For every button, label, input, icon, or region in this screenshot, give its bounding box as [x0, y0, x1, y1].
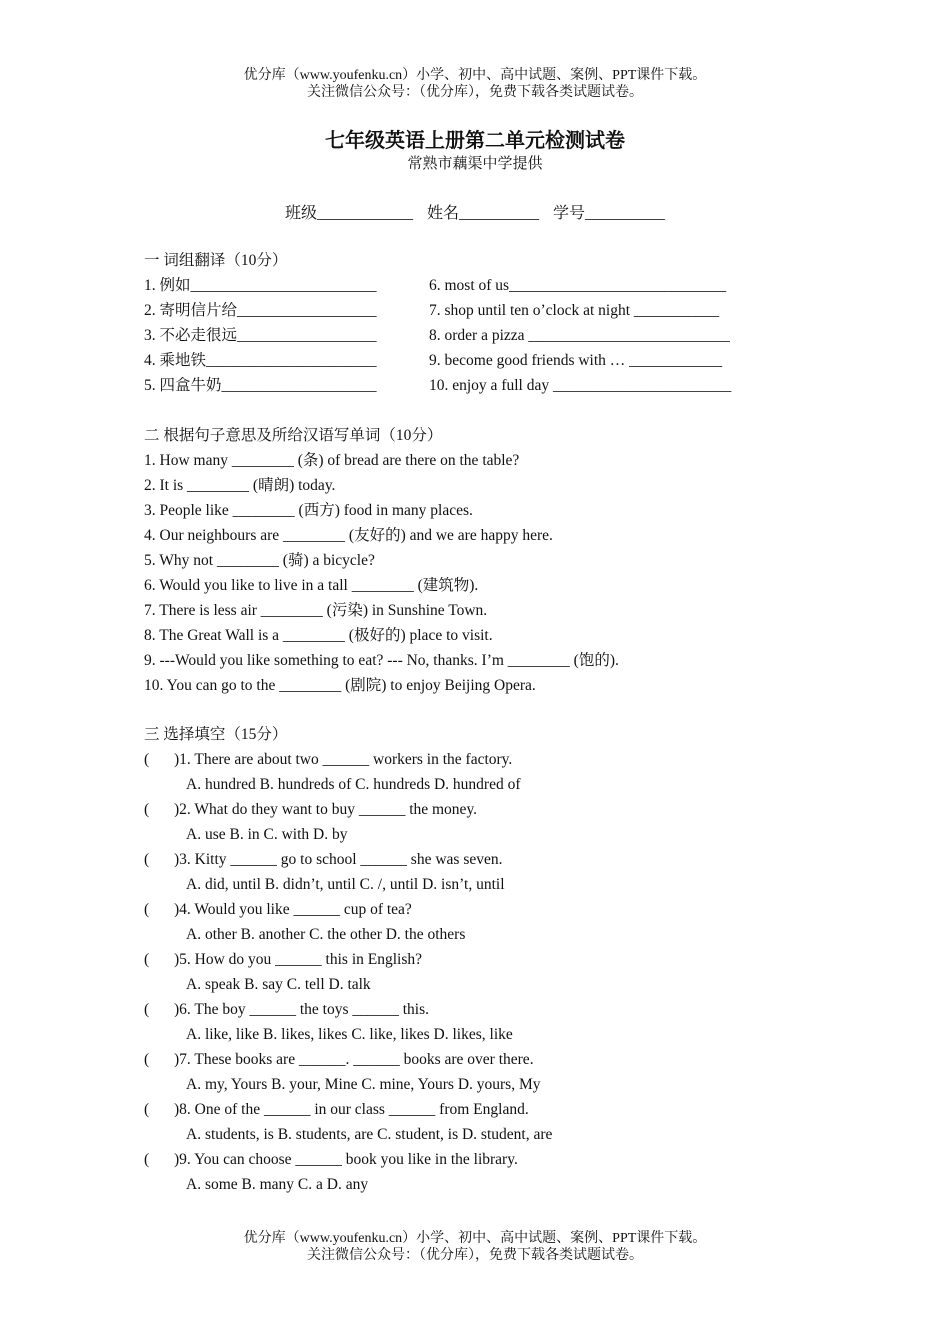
- fill-in-item: 10. You can go to the ________ (剧院) to enjoy Beijing Opera.: [144, 676, 536, 694]
- phrase-right: 6. most of us____________________________: [429, 277, 727, 294]
- mc-question: [144, 1047, 844, 1072]
- phrase-row: [144, 323, 844, 348]
- phrase-left: 4. 乘地铁______________________: [144, 352, 377, 369]
- phrase-left: 2. 寄明信片给__________________: [144, 302, 377, 319]
- mc-options: A. students, is B. students, are C. student, is D. student, are: [186, 1126, 553, 1143]
- fill-in-item: 5. Why not ________ (骑) a bicycle?: [144, 551, 375, 569]
- answer-paren: (: [144, 1051, 150, 1068]
- mc-question: [144, 797, 844, 822]
- section-spacer: [144, 698, 844, 723]
- footer-line-2: 关注微信公众号：（优分库），免费下载各类试题试卷。: [307, 1248, 643, 1263]
- mc-options: A. my, Yours B. your, Mine C. mine, Yours D. yours, My: [186, 1076, 541, 1093]
- mc-question: [144, 1097, 844, 1122]
- question-text: )6. The boy ______ the toys ______ this.: [174, 1001, 430, 1018]
- mc-options: A. use B. in C. with D. by: [186, 826, 348, 843]
- phrase-row: [144, 298, 844, 323]
- mc-question: [144, 997, 844, 1022]
- exam-content: [144, 248, 844, 1197]
- fill-in-item: 7. There is less air ________ (污染) in Sunshine Town.: [144, 601, 488, 619]
- question-text: )1. There are about two ______ workers in the factory.: [174, 751, 513, 768]
- header-line-1: 优分库（www.youfenku.cn）小学、初中、高中试题、案例、PPT课件下载。: [243, 68, 707, 83]
- answer-paren: (: [144, 1001, 150, 1018]
- fill-in-item: 3. People like ________ (西方) food in many places.: [144, 501, 473, 519]
- phrase-row: [144, 373, 844, 398]
- footer-line-1: 优分库（www.youfenku.cn）小学、初中、高中试题、案例、PPT课件下载。: [243, 1231, 707, 1246]
- phrase-left: 5. 四盒牛奶____________________: [144, 377, 377, 394]
- mc-question: [144, 847, 844, 872]
- student-info-line: 班级____________ 姓名__________ 学号__________: [284, 205, 665, 222]
- fill-in-item: 1. How many ________ (条) of bread are there on the table?: [144, 451, 520, 469]
- answer-paren: (: [144, 801, 150, 818]
- question-text: )4. Would you like ______ cup of tea?: [174, 901, 412, 918]
- page-footer: [0, 1230, 950, 1264]
- page-subtitle: 常熟市藕渠中学提供: [407, 156, 543, 172]
- answer-paren: (: [144, 951, 150, 968]
- question-text: )2. What do they want to buy ______ the money.: [174, 801, 478, 818]
- fill-in-item: 8. The Great Wall is a ________ (极好的) place to visit.: [144, 626, 493, 644]
- phrase-right: 10. enjoy a full day _______________________: [429, 377, 732, 394]
- phrase-left: 3. 不必走很远__________________: [144, 327, 377, 344]
- phrase-left: 1. 例如________________________: [144, 277, 377, 294]
- mc-options: A. speak B. say C. tell D. talk: [186, 976, 371, 993]
- header-line-2: 关注微信公众号：（优分库），免费下载各类试题试卷。: [307, 85, 643, 100]
- phrase-right: 7. shop until ten o’clock at night ___________: [429, 302, 720, 319]
- section3-heading: 三 选择填空（15分）: [144, 726, 288, 743]
- phrase-right: 8. order a pizza __________________________: [429, 327, 730, 344]
- question-text: )5. How do you ______ this in English?: [174, 951, 422, 968]
- mc-question: [144, 1147, 844, 1172]
- answer-paren: (: [144, 901, 150, 918]
- mc-options: A. did, until B. didn’t, until C. /, until D. isn’t, until: [186, 876, 505, 893]
- mc-options: A. hundred B. hundreds of C. hundreds D. hundred of: [186, 776, 521, 793]
- answer-paren: (: [144, 1151, 150, 1168]
- question-text: )7. These books are ______. ______ books are over there.: [174, 1051, 534, 1068]
- phrase-row: [144, 273, 844, 298]
- mc-question: [144, 897, 844, 922]
- fill-in-item: 6. Would you like to live in a tall ________ (建筑物).: [144, 576, 479, 594]
- phrase-right: 9. become good friends with … ____________: [429, 352, 723, 369]
- question-text: )3. Kitty ______ go to school ______ she was seven.: [174, 851, 503, 868]
- fill-in-item: 9. ---Would you like something to eat? --- No, thanks. I’m ________ (饱的).: [144, 651, 619, 669]
- mc-question: [144, 747, 844, 772]
- answer-paren: (: [144, 851, 150, 868]
- mc-options: A. other B. another C. the other D. the others: [186, 926, 466, 943]
- fill-in-item: 2. It is ________ (晴朗) today.: [144, 476, 336, 494]
- page-header: [0, 67, 950, 101]
- fill-in-item: 4. Our neighbours are ________ (友好的) and we are happy here.: [144, 526, 553, 544]
- mc-question: [144, 947, 844, 972]
- answer-paren: (: [144, 1101, 150, 1118]
- section-spacer: [144, 398, 844, 423]
- phrase-row: [144, 348, 844, 373]
- page-title: 七年级英语上册第二单元检测试卷: [325, 130, 625, 152]
- question-text: )9. You can choose ______ book you like in the library.: [174, 1151, 518, 1168]
- answer-paren: (: [144, 751, 150, 768]
- section1-heading: 一 词组翻译（10分）: [144, 252, 288, 269]
- mc-options: A. some B. many C. a D. any: [186, 1176, 369, 1193]
- mc-options: A. like, like B. likes, likes C. like, likes D. likes, like: [186, 1026, 513, 1043]
- question-text: )8. One of the ______ in our class ______ from England.: [174, 1101, 529, 1118]
- section2-heading: 二 根据句子意思及所给汉语写单词（10分）: [144, 426, 443, 444]
